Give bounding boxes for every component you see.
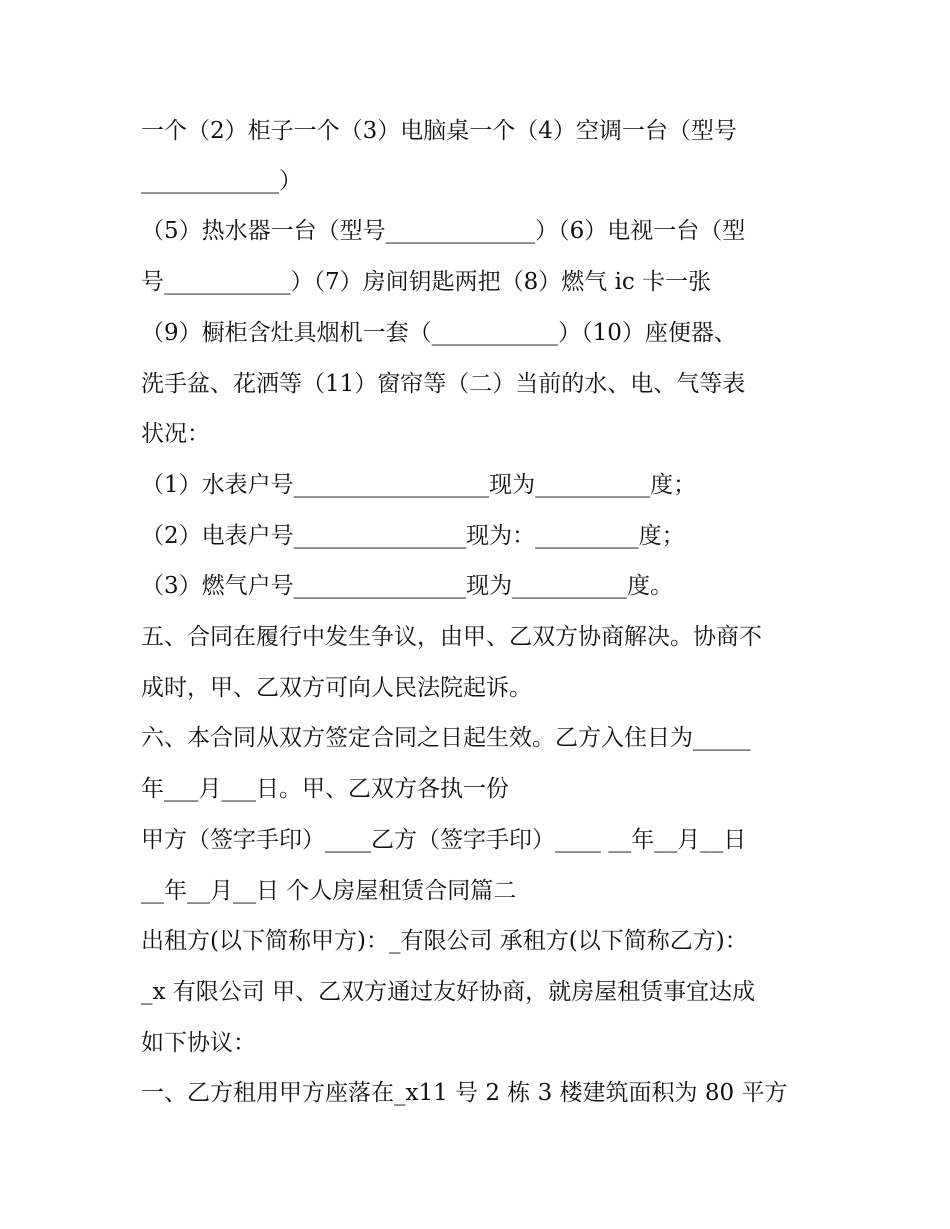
text-line: ____________） — [141, 168, 302, 194]
text-line: 成时，甲、乙双方可向人民法院起诉。 — [141, 675, 532, 701]
text-line: 出租方(以下简称甲方)：_有限公司 承租方(以下简称乙方)： — [141, 928, 748, 954]
text-line: （9）橱柜含灶具烟机一套（___________）（10）座便器、 — [141, 320, 737, 346]
text-line: 洗手盆、花洒等（11）窗帘等（二）当前的水、电、气等表 — [141, 371, 746, 397]
text-line: 一、乙方租用甲方座落在_x11 号 2 栋 3 楼建筑面积为 80 平方 — [141, 1080, 788, 1106]
text-line: 六、本合同从双方签定合同之日起生效。乙方入住日为_____ — [141, 725, 751, 751]
text-line: 五、合同在履行中发生争议，由甲、乙双方协商解决。协商不 — [141, 624, 762, 650]
text-line: 一个（2）柜子一个（3）电脑桌一个（4）空调一台（型号 — [141, 118, 737, 144]
text-line: （2）电表户号_______________现为：_________度； — [141, 523, 685, 549]
text-line: _x 有限公司 甲、乙双方通过友好协商，就房屋租赁事宜达成 — [141, 979, 756, 1005]
text-line: 甲方（签字手印）____乙方（签字手印）____ __年__月__日 — [141, 827, 747, 853]
text-line: __年__月__日 个人房屋租赁合同篇二 — [141, 878, 517, 904]
text-line: 号___________）（7）房间钥匙两把（8）燃气 ic 卡一张 — [141, 269, 712, 295]
text-line: （5）热水器一台（型号_____________）（6）电视一台（型 — [141, 218, 746, 244]
text-line: （3）燃气户号_______________现为__________度。 — [141, 573, 674, 599]
text-line: 如下协议： — [141, 1030, 256, 1056]
text-line: （1）水表户号_________________现为__________度； — [141, 472, 697, 498]
text-line: 年___月___日。甲、乙双方各执一份 — [141, 776, 509, 802]
text-line: 状况： — [141, 421, 210, 447]
